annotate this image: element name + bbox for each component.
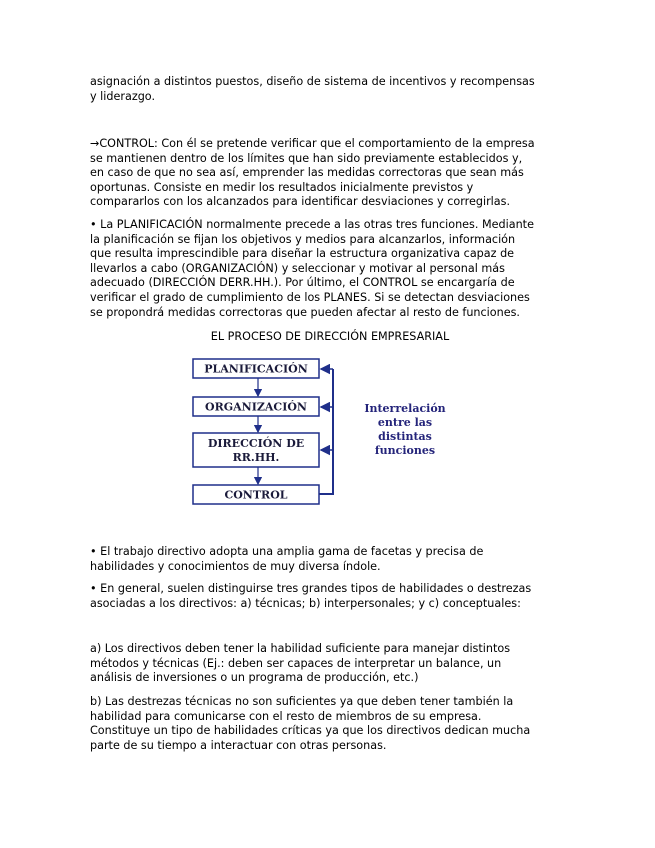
interrelation-note-line1: Interrelación — [364, 402, 446, 415]
management-process-diagram — [190, 355, 460, 510]
diagram-caption: EL PROCESO DE DIRECCIÓN EMPRESARIAL — [210, 330, 450, 343]
paragraph-habilidad-b: b) Las destrezas técnicas no son suficientes ya que deben tener también la habilidad para comunicarse con el resto de miembros de su empresa. Constituye un tipo de habilidades críticas ya que los directivos dedican mucha parte de su tiempo a interactuar con otras personas. — [90, 695, 531, 752]
paragraph-habilidades: • En general, suelen distinguirse tres grandes tipos de habilidades o destrezas asociadas a los directivos: a) técnicas; b) interpersonales; y c) conceptuales: — [90, 582, 532, 610]
paragraph-intro: asignación a distintos puestos, diseño de sistema de incentivos y recompensas y liderazgo. — [90, 75, 535, 103]
paragraph-control: →CONTROL: Con él se pretende verificar que el comportamiento de la empresa se mantienen dentro de los límites que han sido previamente establecidos y, en caso de que no sea así, emprender las medidas correctoras que sean más oportunas. Consiste en medir los resultados inicialmente previstos y compararlos con los alcanzados para identificar desviaciones y corregirlas. — [90, 137, 535, 209]
interrelation-note-line4: funciones — [374, 444, 436, 457]
feedback-bracket — [319, 369, 333, 494]
interrelation-note-line3: distintas — [378, 430, 432, 443]
paragraph-trabajo-directivo: • El trabajo directivo adopta una amplia gama de facetas y precisa de habilidades y conocimientos de muy diversa índole. — [90, 545, 484, 573]
box-planificacion-label: PLANIFICACIÓN — [204, 362, 308, 376]
box-organizacion-label: ORGANIZACIÓN — [205, 400, 307, 414]
box-direccion-label-line1: DIRECCIÓN DE — [207, 437, 305, 450]
box-direccion-label-line2: RR.HH. — [232, 451, 280, 464]
paragraph-habilidad-a: a) Los directivos deben tener la habilidad suficiente para manejar distintos métodos y técnicas (Ej.: deben ser capaces de interpretar un balance, un análisis de inversiones o un programa de producción, etc.) — [90, 642, 511, 685]
interrelation-note-line2: entre las — [377, 416, 433, 429]
box-control-label: CONTROL — [224, 488, 288, 502]
paragraph-planificacion: • La PLANIFICACIÓN normalmente precede a las otras tres funciones. Mediante la planificación se fijan los objetivos y medios para alcanzarlos, información que resulta imprescindible para diseñar la estructura organizativa capaz de llevarlos a cabo (ORGANIZACIÓN) y seleccionar y motivar al personal más adecuado (DIRECCIÓN DERR.HH.). Por último, el CONTROL se encargaría de verificar el grado de cumplimiento de los PLANES. Si se detectan desviaciones se propondrá medidas correctoras que pueden afectar al resto de funciones. — [90, 218, 534, 319]
